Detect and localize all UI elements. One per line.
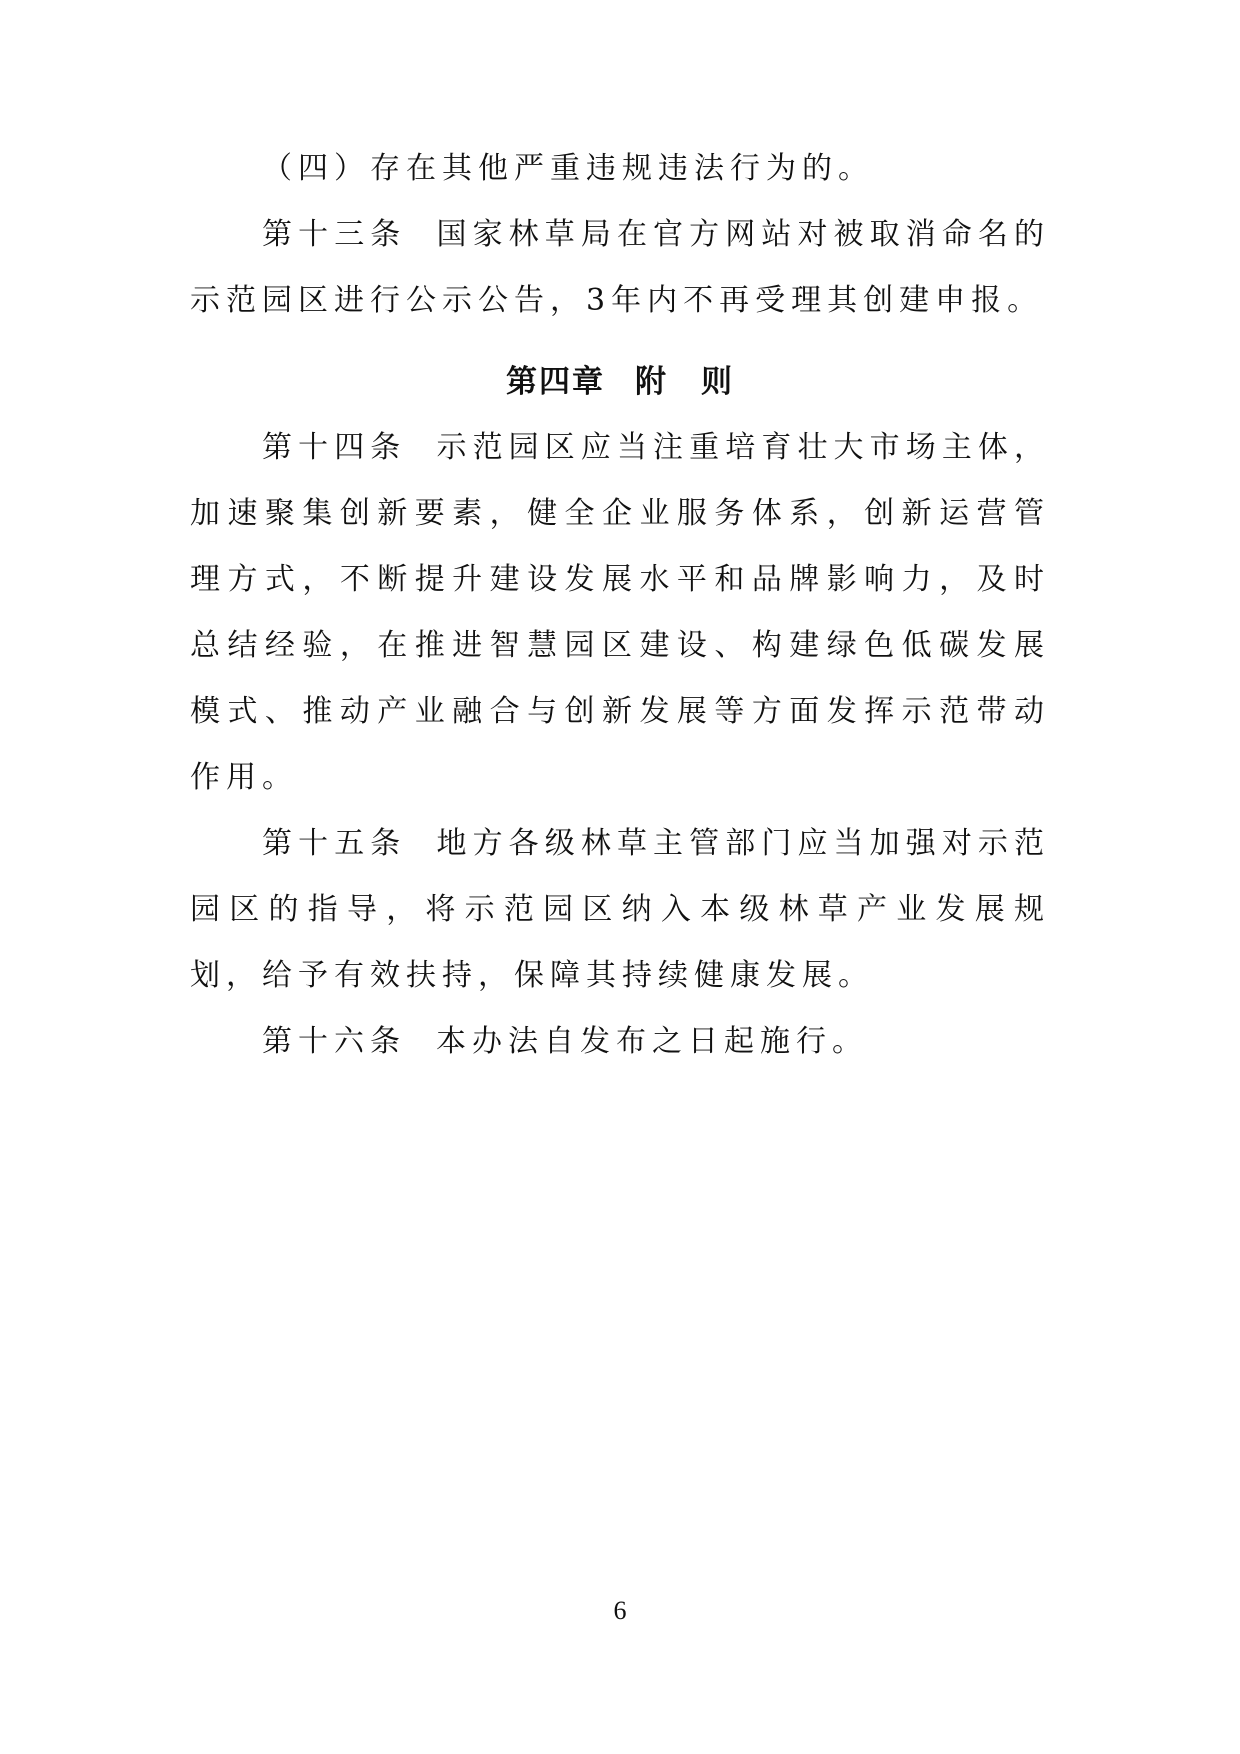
page-number: 6 bbox=[613, 1596, 627, 1625]
article-text: 地方各级林草主管部门应当加强对示范园区的指导，将示范园区纳入本级林草产业发展规划，给予有效扶持，保障其持续健康发展。 bbox=[190, 826, 1051, 993]
article-text: 示范园区应当注重培育壮大市场主体，加速聚集创新要素，健全企业服务体系，创新运营管理方式，不断提升建设发展水平和品牌影响力，及时总结经验，在推进智慧园区建设、构建绿色低碳发展模式、推动产业融合与创新发展等方面发挥示范带动作用。 bbox=[190, 430, 1051, 795]
section-before-heading bbox=[190, 136, 1050, 334]
article-text: 本办法自发布之日起施行。 bbox=[436, 1024, 868, 1059]
paragraph-item-4 bbox=[190, 136, 1050, 202]
article-number: 第十三条 bbox=[262, 217, 407, 252]
article-15 bbox=[190, 811, 1050, 1009]
chapter-number: 第四章 bbox=[506, 364, 605, 400]
article-14 bbox=[190, 415, 1050, 811]
chapter-heading bbox=[0, 356, 1240, 401]
paragraph-text: （四）存在其他严重违规违法行为的。 bbox=[262, 151, 874, 186]
article-13 bbox=[190, 202, 1050, 334]
article-text: 国家林草局在官方网站对被取消命名的示范园区进行公示公告，3年内不再受理其创建申报。 bbox=[190, 217, 1051, 318]
section-after-heading bbox=[190, 415, 1050, 1075]
chapter-title: 附 则 bbox=[635, 364, 734, 400]
article-number: 第十四条 bbox=[262, 430, 407, 465]
article-number: 第十六条 bbox=[262, 1024, 406, 1059]
article-16 bbox=[190, 1009, 1050, 1075]
article-number: 第十五条 bbox=[262, 826, 407, 861]
